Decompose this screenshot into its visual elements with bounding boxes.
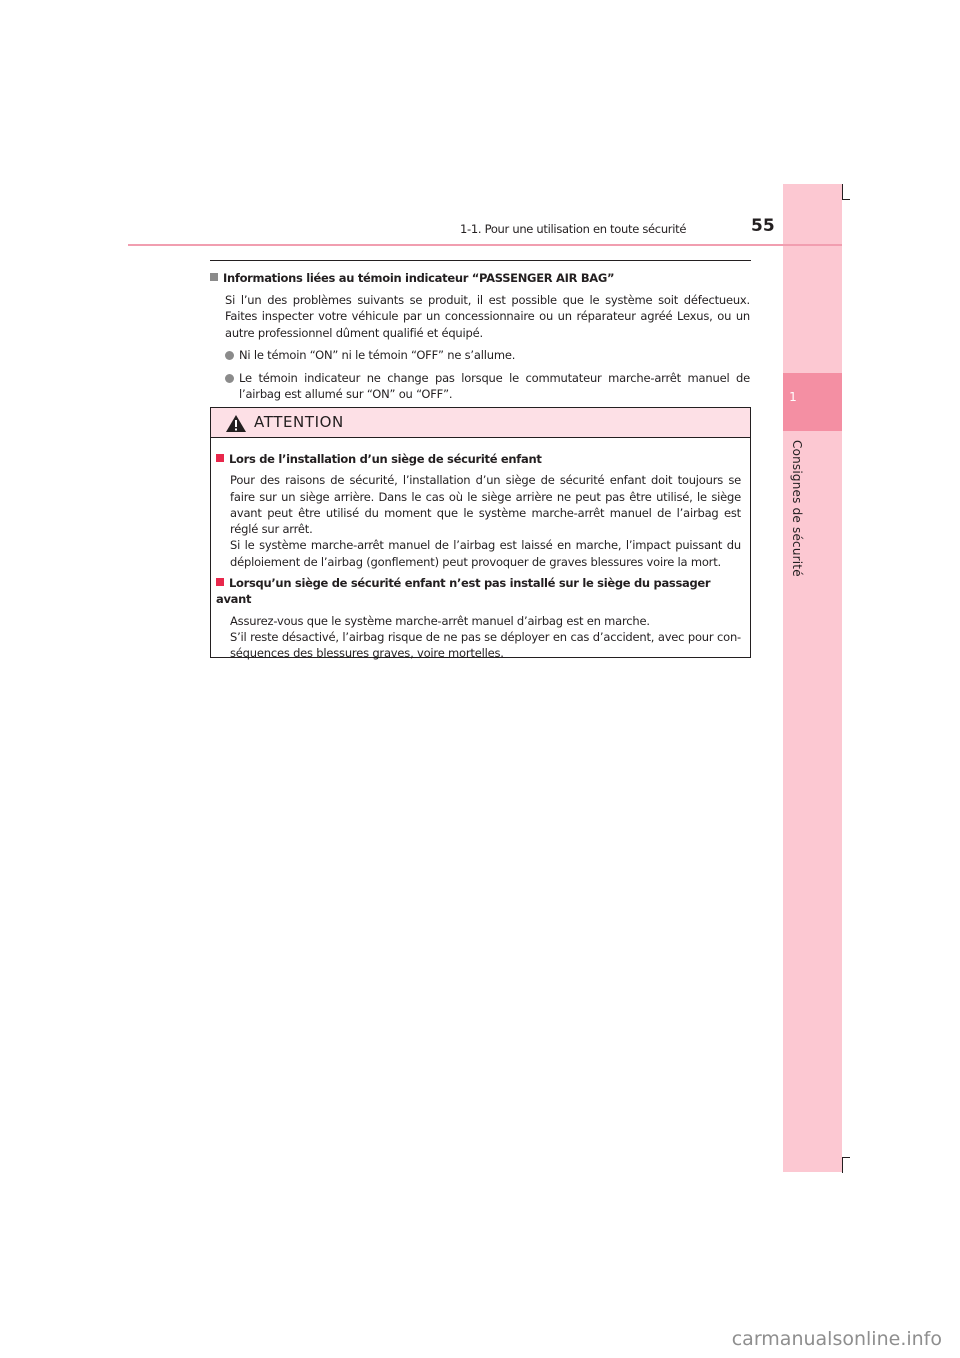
attention-paragraph: Pour des raisons de sécurité, l’installation d’un siège de sécurité enfant doit toujours se faire sur un siège arrière. Dans le cas où le siège arrière ne peut pas être utilisé, le siège avant peut être utilisé du moment que le système marche-arrêt manuel de l’airbag est réglé sur arrêt.: [230, 473, 741, 537]
square-bullet-icon: [216, 454, 224, 462]
crop-mark-top-tick: [842, 199, 850, 200]
crop-mark-bottom: [842, 1157, 843, 1173]
crop-mark-bottom-tick: [842, 1157, 850, 1158]
watermark-link[interactable]: carmanualsonline.info: [731, 1328, 942, 1350]
header-rule: [128, 244, 842, 246]
attention-item-heading: Lorsqu’un siège de sécurité enfant n’est pas installé sur le siège du passager avant: [216, 576, 711, 607]
attention-header: [211, 408, 750, 438]
list-item: Le témoin indicateur ne change pas lorsque le commutateur marche-arrêt manuel de l’airbag est allumé sur “ON” ou “OFF”.: [225, 370, 750, 403]
attention-title: ATTENTION: [254, 413, 344, 431]
round-bullet-icon: [225, 351, 234, 360]
running-header: 1-1. Pour une utilisation en toute sécurité: [460, 222, 687, 236]
chapter-label: Consignes de sécurité: [790, 440, 804, 577]
chapter-number: 1: [789, 390, 797, 404]
square-bullet-icon: [210, 273, 218, 281]
attention-paragraph: Assurez-vous que le système marche-arrêt manuel d’airbag est en marche.: [230, 613, 650, 628]
round-bullet-icon: [225, 374, 234, 383]
list-item: Ni le témoin “ON” ni le témoin “OFF” ne s’allume.: [225, 347, 750, 364]
attention-paragraph: S’il reste désactivé, l’airbag risque de ne pas se déployer en cas d’accident, avec pour con-séquences des blessures graves, voire mortelles.: [230, 629, 741, 661]
chapter-side-band: [783, 184, 842, 1172]
page-number: 55: [751, 216, 775, 236]
attention-item-heading: Lors de l’installation d’un siège de sécurité enfant: [216, 451, 741, 467]
square-bullet-icon: [216, 578, 224, 586]
info-heading: Informations liées au témoin indicateur “PASSENGER AIR BAG”: [210, 270, 750, 287]
content-top-rule: [210, 260, 751, 261]
info-section: [210, 270, 750, 403]
info-intro: Si l’un des problèmes suivants se produit, il est possible que le système soit défectueux. Faites inspecter votre véhicule par un concessionnaire ou un réparateur agréé Lexus, ou un autre professionnel dûment qualifié et équipé.: [225, 292, 750, 340]
warning-triangle-icon: [225, 414, 247, 433]
attention-paragraph: Si le système marche-arrêt manuel de l’airbag est laissé en marche, l’impact puissant du déploiement de l’airbag (gonflement) peut provoquer de graves blessures voire la mort.: [230, 538, 741, 569]
attention-body: [216, 451, 741, 662]
attention-box: [210, 407, 751, 661]
crop-mark-top: [842, 184, 843, 200]
